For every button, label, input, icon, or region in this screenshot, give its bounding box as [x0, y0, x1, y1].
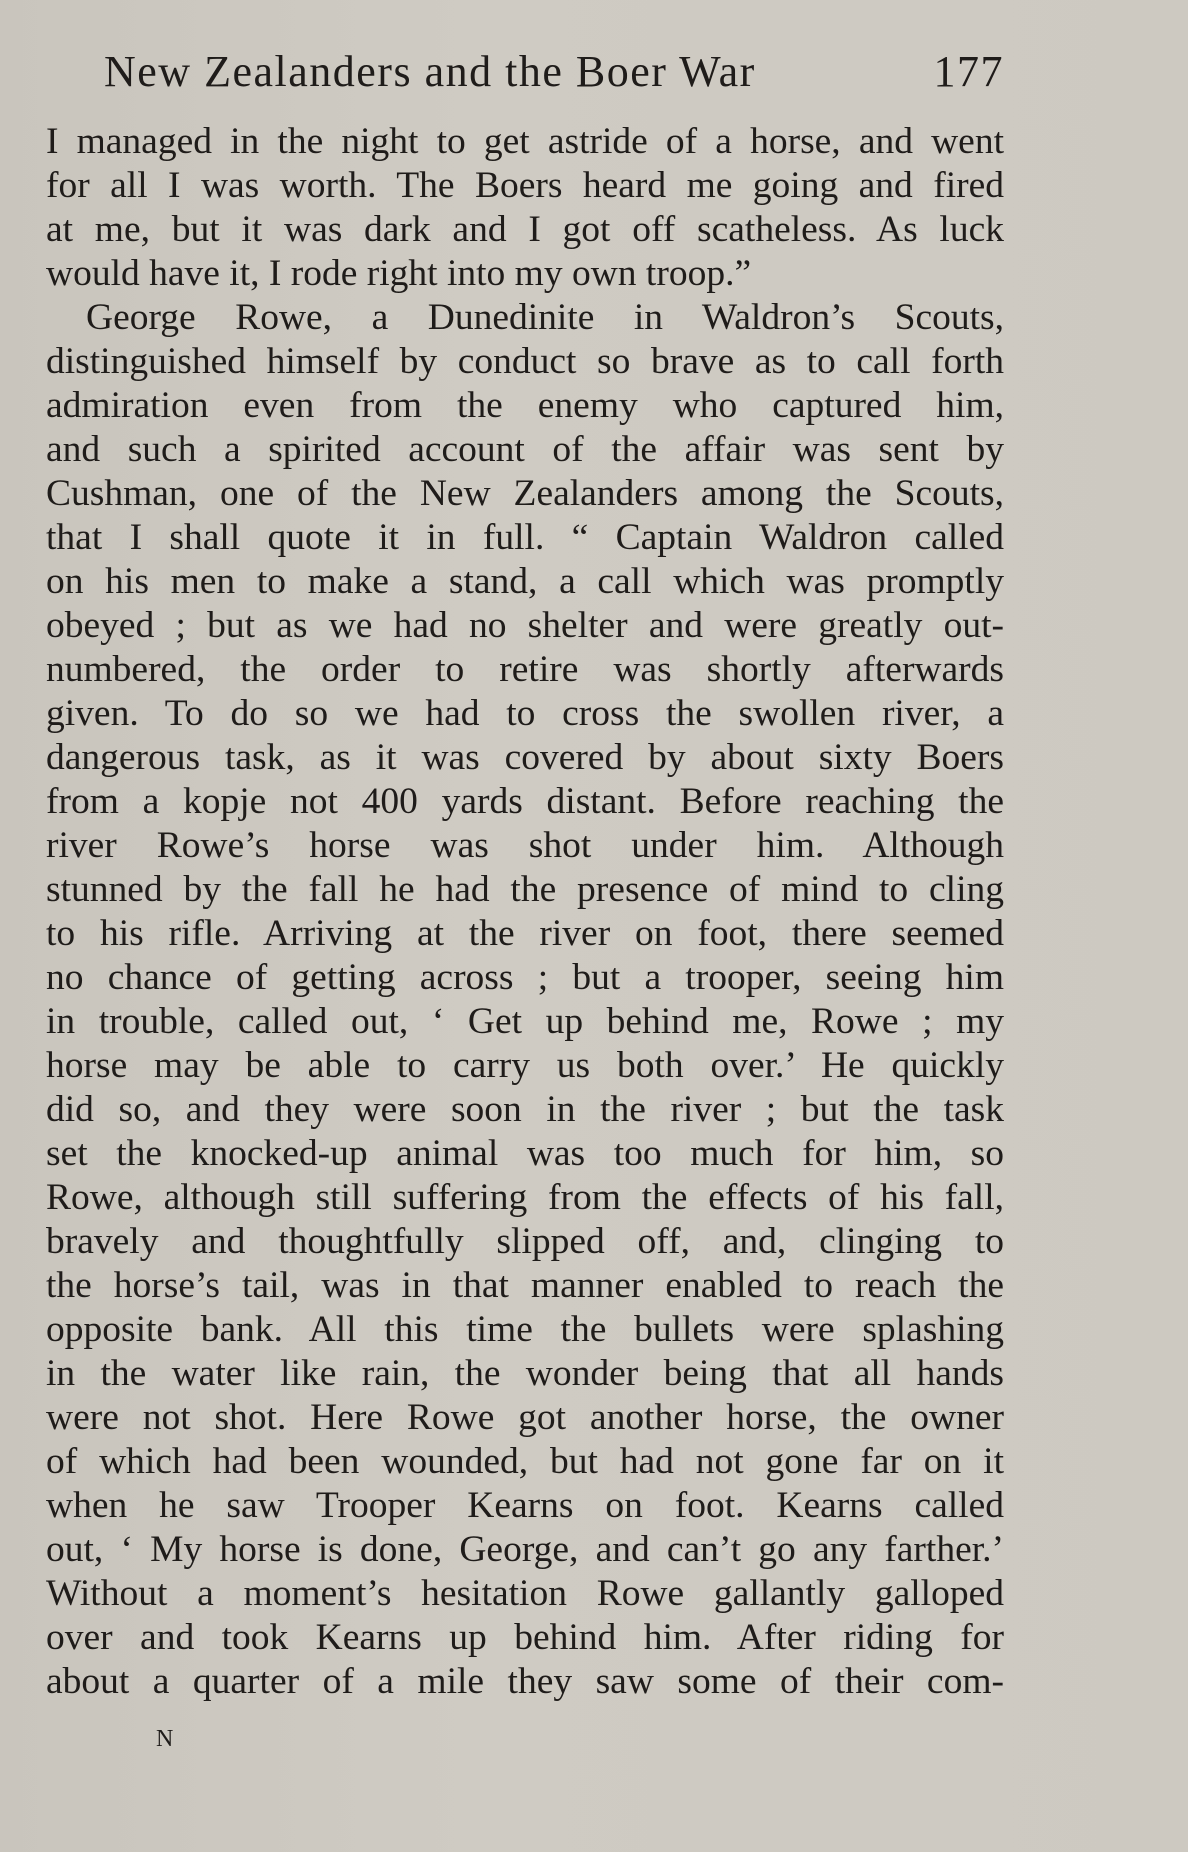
text-line: bravely and thoughtfully slipped off, and, clinging to	[46, 1221, 1004, 1262]
text-line: that I shall quote it in full. “ Captain Waldron called	[46, 517, 1004, 558]
text-line: from a kopje not 400 yards distant. Before reaching the	[46, 781, 1004, 822]
body-text	[46, 120, 1004, 1704]
text-line: opposite bank. All this time the bullets were splashing	[46, 1309, 1004, 1350]
text-line: numbered, the order to retire was shortly afterwards	[46, 649, 1004, 690]
text-line: dangerous task, as it was covered by about sixty Boers	[46, 737, 1004, 778]
text-line: for all I was worth. The Boers heard me going and fired	[46, 165, 1004, 206]
paragraph-start-line: George Rowe, a Dunedinite in Waldron’s Scouts,	[86, 297, 1004, 338]
text-line: Rowe, although still suffering from the effects of his fall,	[46, 1177, 1004, 1218]
text-line: Without a moment’s hesitation Rowe gallantly galloped	[46, 1573, 1004, 1614]
text-line: of which had been wounded, but had not gone far on it	[46, 1441, 1004, 1482]
text-line: about a quarter of a mile they saw some of their com-	[46, 1661, 1004, 1702]
text-line: did so, and they were soon in the river ; but the task	[46, 1089, 1004, 1130]
text-line: would have it, I rode right into my own troop.”	[46, 253, 752, 294]
text-line: and such a spirited account of the affair was sent by	[46, 429, 1004, 470]
text-line: distinguished himself by conduct so brave as to call forth	[46, 341, 1004, 382]
text-line: were not shot. Here Rowe got another horse, the owner	[46, 1397, 1004, 1438]
text-line: out, ‘ My horse is done, George, and can’t go any farther.’	[46, 1529, 1004, 1570]
text-line: no chance of getting across ; but a trooper, seeing him	[46, 957, 1004, 998]
text-line: in the water like rain, the wonder being that all hands	[46, 1353, 1004, 1394]
text-line: river Rowe’s horse was shot under him. Although	[46, 825, 1004, 866]
text-line: the horse’s tail, was in that manner enabled to reach the	[46, 1265, 1004, 1306]
text-line: admiration even from the enemy who captured him,	[46, 385, 1004, 426]
running-head	[104, 44, 1004, 100]
signature-mark: N	[156, 1726, 175, 1752]
text-line: Cushman, one of the New Zealanders among the Scouts,	[46, 473, 1004, 514]
text-line: in trouble, called out, ‘ Get up behind me, Rowe ; my	[46, 1001, 1004, 1042]
text-line: to his rifle. Arriving at the river on foot, there seemed	[46, 913, 1004, 954]
text-line: stunned by the fall he had the presence of mind to cling	[46, 869, 1004, 910]
text-line: on his men to make a stand, a call which was promptly	[46, 561, 1004, 602]
text-line: at me, but it was dark and I got off scatheless. As luck	[46, 209, 1004, 250]
text-line: over and took Kearns up behind him. After riding for	[46, 1617, 1004, 1658]
text-line: I managed in the night to get astride of a horse, and went	[46, 121, 1004, 162]
page-number: 177	[933, 47, 1004, 96]
text-line: given. To do so we had to cross the swollen river, a	[46, 693, 1004, 734]
text-line: horse may be able to carry us both over.’ He quickly	[46, 1045, 1004, 1086]
text-line: when he saw Trooper Kearns on foot. Kearns called	[46, 1485, 1004, 1526]
running-head-title: New Zealanders and the Boer War	[104, 47, 756, 96]
text-line: set the knocked-up animal was too much for him, so	[46, 1133, 1004, 1174]
text-line: obeyed ; but as we had no shelter and were greatly out-	[46, 605, 1004, 646]
